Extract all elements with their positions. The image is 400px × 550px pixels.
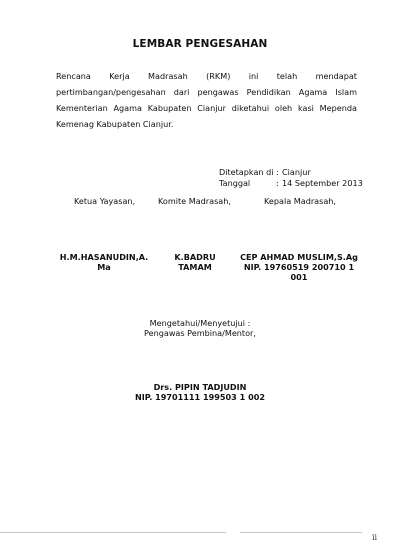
place-row <box>219 167 363 178</box>
place-label: Ditetapkan di <box>219 167 274 177</box>
footer-divider-left <box>0 532 226 533</box>
place-value: Cianjur <box>282 167 311 177</box>
supervisor-name: Drs. PIPIN TADJUDIN <box>153 382 247 392</box>
signatory-name-line1: H.M.HASANUDIN,A. <box>59 252 149 262</box>
role-kepala-madrasah: Kepala Madrasah, <box>264 196 337 206</box>
supervisor-nip: NIP. 19701111 199503 1 002 <box>135 392 265 402</box>
date-row <box>219 178 363 189</box>
place-separator: : <box>276 167 279 177</box>
role-komite-madrasah: Komite Madrasah, <box>158 196 231 206</box>
date-separator: : <box>276 178 279 188</box>
signatory-name-line2: TAMAM <box>178 262 212 272</box>
page-number: ii <box>372 533 378 542</box>
acknowledgement-line1: Mengetahui/Menyetujui : <box>149 318 251 328</box>
acknowledgement-block <box>0 318 400 338</box>
signatory-nip-line: NIP. 19760519 200710 1 <box>243 262 355 272</box>
date-label: Tanggal <box>219 178 251 188</box>
signatory-name-line2: Ma <box>97 262 111 272</box>
page-title: LEMBAR PENGESAHAN <box>132 38 268 50</box>
role-ketua-yayasan: Ketua Yayasan, <box>74 196 136 206</box>
signature-place-date <box>219 167 363 189</box>
date-value: 14 September 2013 <box>282 178 363 188</box>
signatory-name-line1: CEP AHMAD MUSLIM,S.Ag <box>240 252 358 262</box>
footer-divider-right <box>240 532 362 533</box>
approval-paragraph: Rencana Kerja Madrasah (RKM) ini telah mendapat pertimbangan/pengesahan dari pengawas Pendidikan Agama Islam Kementerian Agama Kabupaten Cianjur diketahui oleh kasi Mependa Kemenag Kabupaten Cianjur. <box>56 71 357 129</box>
signatory-komite-madrasah <box>160 252 230 272</box>
supervisor-signature <box>0 382 400 402</box>
signatory-name-line1: K.BADRU <box>174 252 216 262</box>
signatory-ketua-yayasan <box>48 252 160 272</box>
signatory-nip-line2: 001 <box>290 272 308 282</box>
acknowledgement-line2: Pengawas Pembina/Mentor, <box>144 328 256 338</box>
signatory-kepala-madrasah <box>234 252 364 282</box>
